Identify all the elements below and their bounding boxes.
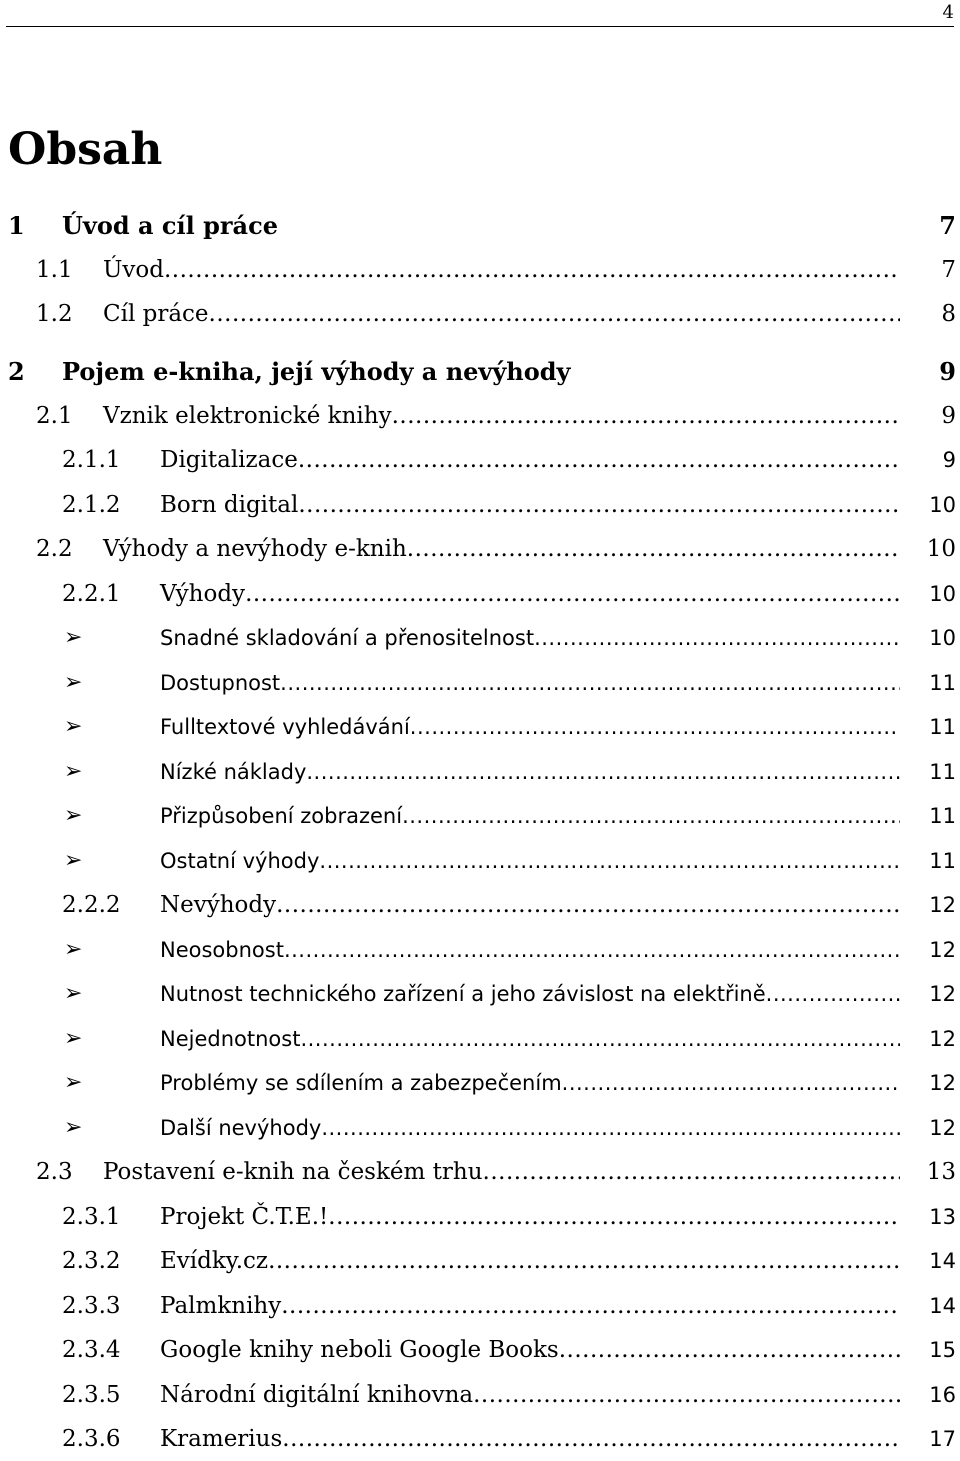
dot-leader bbox=[473, 1377, 900, 1413]
page-number: 4 bbox=[942, 2, 954, 23]
toc-entry-label: Postavení e-knih na českém trhu bbox=[103, 1159, 483, 1185]
toc-entry-page: 13 bbox=[929, 1205, 956, 1229]
toc-entry[interactable] bbox=[0, 398, 960, 434]
toc-entry[interactable] bbox=[0, 531, 960, 567]
toc-entry-page: 10 bbox=[926, 536, 956, 562]
arrow-bullet-icon: ➢ bbox=[64, 848, 83, 873]
dot-leader bbox=[276, 887, 900, 923]
toc-entry-page: 10 bbox=[929, 493, 956, 517]
toc-entry-label: Vznik elektronické knihy bbox=[103, 403, 392, 429]
toc-entry-label: Úvod a cíl práce bbox=[62, 211, 278, 240]
dot-leader bbox=[766, 976, 900, 1012]
toc-entry-label: Ostatní výhody bbox=[160, 849, 320, 873]
toc-entry-page: 11 bbox=[929, 760, 956, 784]
toc-entry-label: Neosobnost bbox=[160, 938, 284, 962]
toc-entry[interactable] bbox=[0, 1332, 960, 1368]
toc-entry-label: Problémy se sdílením a zabezpečením bbox=[160, 1071, 562, 1095]
dot-leader bbox=[281, 1288, 900, 1324]
dot-leader bbox=[321, 1110, 900, 1146]
toc-entry-label: Úvod bbox=[103, 257, 164, 283]
toc-entry-label: Kramerius bbox=[160, 1426, 283, 1452]
toc-entry-page: 15 bbox=[929, 1338, 956, 1362]
dot-leader bbox=[319, 843, 900, 879]
toc-entry[interactable] bbox=[0, 296, 960, 332]
toc-entry-number: 1 bbox=[8, 211, 25, 240]
toc-entry-number: 2.3.6 bbox=[62, 1426, 121, 1452]
dot-leader bbox=[268, 1243, 900, 1279]
toc-entry-page: 12 bbox=[929, 893, 956, 917]
toc-entry[interactable] bbox=[0, 1377, 960, 1413]
toc-entry-number: 2 bbox=[8, 357, 25, 386]
dot-leader bbox=[328, 1199, 900, 1235]
toc-entry[interactable] bbox=[0, 208, 960, 244]
toc-entry-number: 2.3 bbox=[36, 1159, 73, 1185]
toc-entry-page: 12 bbox=[929, 1116, 956, 1140]
toc-entry[interactable] bbox=[0, 1154, 960, 1190]
toc-entry-label: Projekt Č.T.E.! bbox=[160, 1204, 329, 1230]
toc-entry-label: Výhody bbox=[160, 581, 246, 607]
toc-entry-number: 1.2 bbox=[36, 301, 73, 327]
dot-leader bbox=[534, 620, 900, 656]
toc-entry[interactable] bbox=[0, 620, 960, 656]
arrow-bullet-icon: ➢ bbox=[64, 803, 83, 828]
dot-leader bbox=[280, 665, 900, 701]
toc-entry-page: 7 bbox=[941, 257, 956, 283]
toc-entry[interactable] bbox=[0, 487, 960, 523]
dot-leader bbox=[407, 531, 900, 567]
dot-leader bbox=[209, 296, 900, 332]
toc-entry-label: Born digital bbox=[160, 492, 299, 518]
dot-leader bbox=[164, 252, 900, 288]
toc-entry-number: 2.3.1 bbox=[62, 1204, 121, 1230]
toc-entry-page: 10 bbox=[929, 582, 956, 606]
toc-entry-label: Nutnost technického zařízení a jeho závislost na elektřině bbox=[160, 982, 766, 1006]
toc-entry-page: 9 bbox=[939, 357, 956, 386]
toc-entry[interactable] bbox=[0, 1288, 960, 1324]
arrow-bullet-icon: ➢ bbox=[64, 1026, 83, 1051]
toc-entry-page: 11 bbox=[929, 804, 956, 828]
dot-leader bbox=[402, 798, 900, 834]
toc-entry[interactable] bbox=[0, 665, 960, 701]
toc-entry[interactable] bbox=[0, 976, 960, 1012]
toc-entry-page: 13 bbox=[926, 1159, 956, 1185]
toc-entry-page: 12 bbox=[929, 982, 956, 1006]
toc-entry-page: 10 bbox=[929, 626, 956, 650]
toc-entry[interactable] bbox=[0, 1110, 960, 1146]
toc-entry-label: Snadné skladování a přenositelnost bbox=[160, 626, 535, 650]
dot-leader bbox=[298, 487, 900, 523]
toc-entry-label: Výhody a nevýhody e-knih bbox=[103, 536, 407, 562]
toc-entry[interactable] bbox=[0, 798, 960, 834]
toc-entry-number: 2.3.3 bbox=[62, 1293, 121, 1319]
toc-entry[interactable] bbox=[0, 252, 960, 288]
toc-entry-label: Nevýhody bbox=[160, 892, 277, 918]
toc-entry-page: 14 bbox=[929, 1294, 956, 1318]
toc-entry[interactable] bbox=[0, 1021, 960, 1057]
dot-leader bbox=[284, 932, 900, 968]
toc-entry-label: Palmknihy bbox=[160, 1293, 282, 1319]
toc-entry-number: 2.1 bbox=[36, 403, 73, 429]
toc-entry-page: 12 bbox=[929, 1071, 956, 1095]
toc-entry-label: Google knihy neboli Google Books bbox=[160, 1337, 559, 1363]
dot-leader bbox=[300, 1021, 900, 1057]
toc-entry-number: 2.3.2 bbox=[62, 1248, 121, 1274]
toc-entry[interactable] bbox=[0, 1065, 960, 1101]
arrow-bullet-icon: ➢ bbox=[64, 714, 83, 739]
toc-entry-page: 11 bbox=[929, 671, 956, 695]
dot-leader bbox=[571, 354, 901, 390]
dot-leader bbox=[245, 576, 900, 612]
toc-entry[interactable] bbox=[0, 354, 960, 390]
toc-entry-label: Fulltextové vyhledávání bbox=[160, 715, 410, 739]
toc-entry[interactable] bbox=[0, 887, 960, 923]
toc-entry-page: 14 bbox=[929, 1249, 956, 1273]
toc-entry-label: Nejednotnost bbox=[160, 1027, 301, 1051]
arrow-bullet-icon: ➢ bbox=[64, 937, 83, 962]
toc-entry-number: 2.2 bbox=[36, 536, 73, 562]
toc-entry-label: Národní digitální knihovna bbox=[160, 1382, 474, 1408]
dot-leader bbox=[306, 754, 900, 790]
dot-leader bbox=[278, 208, 900, 244]
toc-entry-page: 11 bbox=[929, 715, 956, 739]
toc-entry-number: 2.3.4 bbox=[62, 1337, 121, 1363]
toc-entry-number: 2.2.1 bbox=[62, 581, 121, 607]
toc-entry-page: 11 bbox=[929, 849, 956, 873]
toc-entry[interactable] bbox=[0, 1199, 960, 1235]
arrow-bullet-icon: ➢ bbox=[64, 759, 83, 784]
toc-entry-number: 1.1 bbox=[36, 257, 73, 283]
arrow-bullet-icon: ➢ bbox=[64, 1115, 83, 1140]
arrow-bullet-icon: ➢ bbox=[64, 981, 83, 1006]
toc-entry-label: Evídky.cz bbox=[160, 1248, 269, 1274]
toc-entry[interactable] bbox=[0, 754, 960, 790]
toc-heading: Obsah bbox=[8, 124, 163, 175]
dot-leader bbox=[298, 442, 900, 478]
toc-entry[interactable] bbox=[0, 932, 960, 968]
toc-entry-page: 9 bbox=[941, 403, 956, 429]
toc-entry-label: Dostupnost bbox=[160, 671, 281, 695]
toc-entry[interactable] bbox=[0, 442, 960, 478]
toc-entry-label: Nízké náklady bbox=[160, 760, 307, 784]
toc-entry-page: 7 bbox=[939, 211, 956, 240]
toc-entry-page: 16 bbox=[929, 1383, 956, 1407]
dot-leader bbox=[559, 1332, 900, 1368]
toc-entry-number: 2.1.1 bbox=[62, 447, 121, 473]
dot-leader bbox=[392, 398, 900, 434]
toc-entry-page: 12 bbox=[929, 1027, 956, 1051]
toc-entry-label: Pojem e-kniha, její výhody a nevýhody bbox=[62, 357, 571, 386]
toc-entry-number: 2.2.2 bbox=[62, 892, 121, 918]
header-rule bbox=[6, 26, 954, 27]
toc-entry[interactable] bbox=[0, 576, 960, 612]
toc-entry-page: 9 bbox=[942, 448, 956, 472]
arrow-bullet-icon: ➢ bbox=[64, 625, 83, 650]
toc-entry-label: Přizpůsobení zobrazení bbox=[160, 804, 403, 828]
arrow-bullet-icon: ➢ bbox=[64, 670, 83, 695]
toc-entry-page: 17 bbox=[929, 1427, 956, 1451]
toc-entry-page: 8 bbox=[941, 301, 956, 327]
toc-entry-label: Digitalizace bbox=[160, 447, 298, 473]
toc-entry-number: 2.1.2 bbox=[62, 492, 121, 518]
toc-entry[interactable] bbox=[0, 709, 960, 745]
toc-entry[interactable] bbox=[0, 843, 960, 879]
toc-entry-number: 2.3.5 bbox=[62, 1382, 121, 1408]
toc-entry[interactable] bbox=[0, 1421, 960, 1457]
toc-entry-page: 12 bbox=[929, 938, 956, 962]
toc-entry-label: Cíl práce bbox=[103, 301, 209, 327]
dot-leader bbox=[562, 1065, 900, 1101]
dot-leader bbox=[282, 1421, 900, 1457]
toc-entry[interactable] bbox=[0, 1243, 960, 1279]
dot-leader bbox=[410, 709, 900, 745]
toc-entry-label: Další nevýhody bbox=[160, 1116, 322, 1140]
arrow-bullet-icon: ➢ bbox=[64, 1070, 83, 1095]
dot-leader bbox=[483, 1154, 900, 1190]
